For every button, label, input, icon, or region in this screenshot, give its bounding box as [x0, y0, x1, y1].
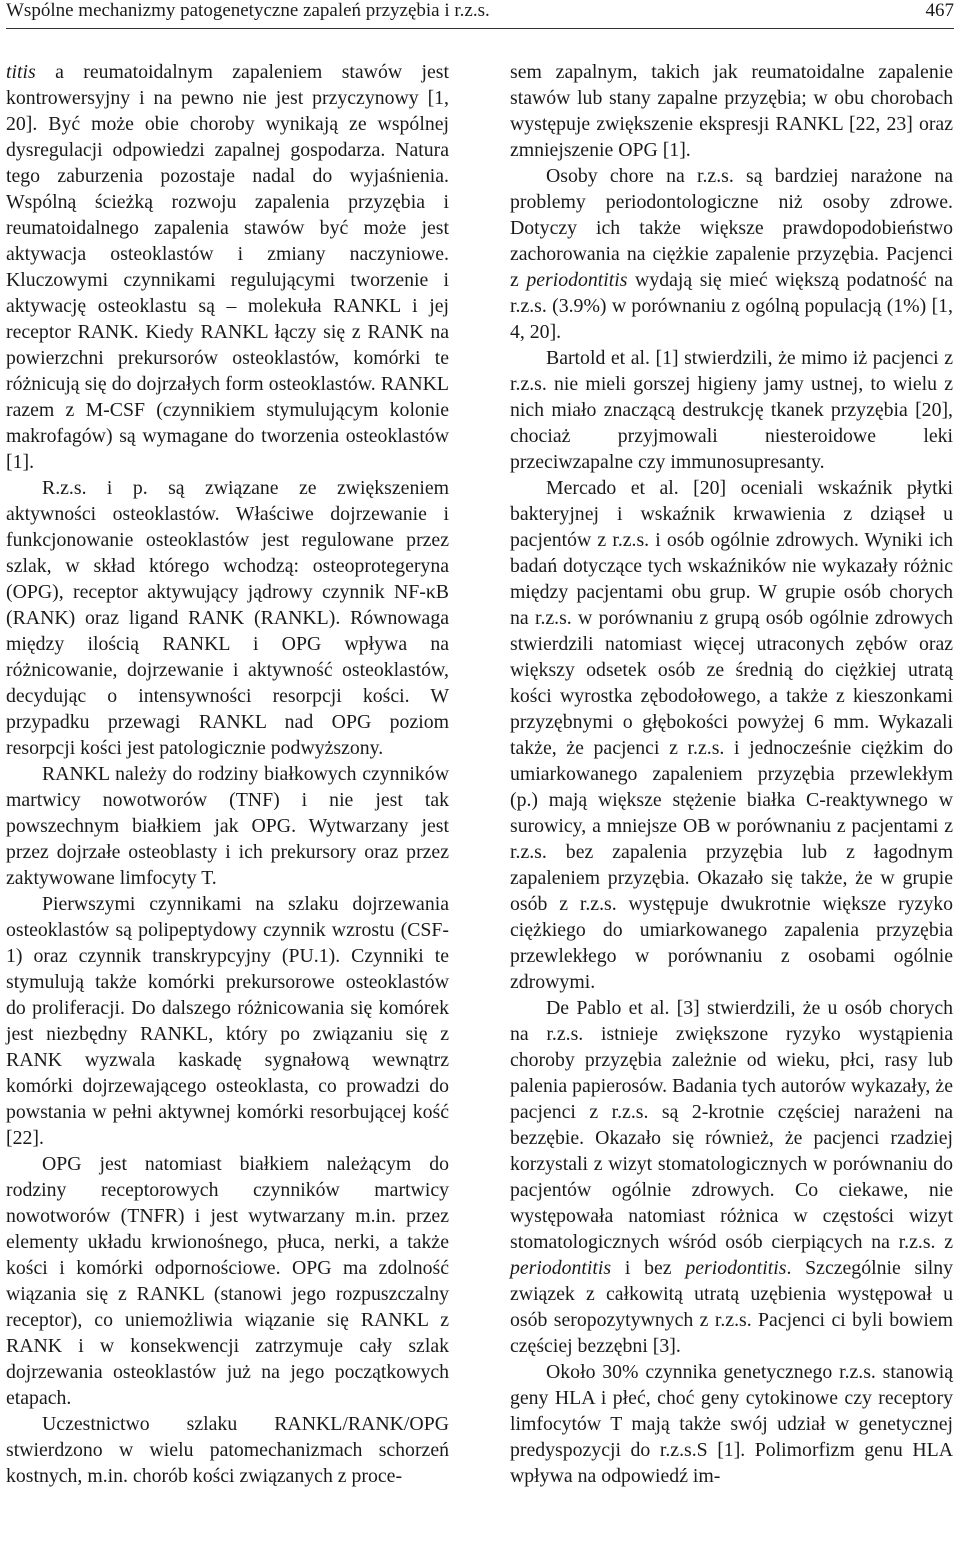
- paragraph: Osoby chore na r.z.s. są bardziej narażone na problemy periodontologiczne niż osoby zdrowe. Dotyczy ich także większe prawdopodobieństwo zachorowania na ciężkie zapalenie przyzębia. Pacjenci z periodontitis wydają się mieć większą podatność na r.z.s. (3.9%) w porównaniu z ogólną populacją (1%) [1, 4, 20].: [510, 165, 954, 343]
- paragraph: Mercado et al. [20] oceniali wskaźnik płytki bakteryjnej i wskaźnik krwawienia z dziąseł u pacjentów z r.z.s. i osób ogólnie zdrowych. Wyniki ich badań dotyczące tych wskaźników nie wykazały różnic między pacjentami obu grup. W grupie osób chorych na r.z.s. w porównaniu z grupą osób ogólnie zdrowych stwierdzili natomiast więcej utraconych zębów oraz większy odsetek osób ze średnią do ciężkiej utratą kości wyrostka zębodołowego, a także z kieszonkami przyzębnymi o głębokości powyżej 6 mm. Wykazali także, że pacjenci z r.z.s. i jednocześnie ciężkim do umiarkowanego zapaleniem przyzębia przewlekłym (p.) mają większe stężenie białka C-reaktywnego w surowicy, a mniejsze OB w porównaniu z pacjentami z r.z.s. bez zapalenia przyzębia lub z łagodnym zapaleniem przyzębia. Okazało się także, że w grupie osób z r.z.s. występuje dwukrotnie większe ryzyko ciężkiego do umiarkowanego zapalenia przyzębia przewlekłego w porównaniu z osobami ogólnie zdrowymi.: [510, 477, 953, 993]
- paragraph: Około 30% czynnika genetycznego r.z.s. stanowią geny HLA i płeć, choć geny cytokinowe czy receptory limfocytów T mają także swój udział w genetycznej predyspozycji do r.z.s.S [1]. Polimorfizm genu HLA wpływa na odpowiedź im-: [510, 1361, 953, 1487]
- paragraph: De Pablo et al. [3] stwierdzili, że u osób chorych na r.z.s. istnieje zwiększone ryzyko wystąpienia choroby przyzębia zależnie od wieku, płci, rasy lub palenia papierosów. Badania tych autorów wykazały, że pacjenci z r.z.s. są 2-krotnie częściej narażeni na bezzębie. Okazało się również, że pacjenci rzadziej korzystali z wizyt stomatologicznych w porównaniu do pacjentów ogólnie zdrowych. Co ciekawe, nie występowała natomiast różnica w częstości wizyt stomatologicznych wśród osób cierpiących na r.z.s. z periodontitis i bez periodontitis. Szczególnie silny związek z całkowitą utratą uzębienia występował u osób seropozytywnych z r.z.s. Pacjenci ci byli bowiem częściej bezzębni [3].: [510, 997, 953, 1357]
- paragraph: sem zapalnym, takich jak reumatoidalne zapalenie stawów lub stany zapalne przyzębia; w obu chorobach występuje zwiększenie ekspresji RANKL [22, 23] oraz zmniejszenie OPG [1].: [510, 61, 953, 161]
- paragraph: R.z.s. i p. są związane ze zwiększeniem aktywności osteoklastów. Właściwe dojrzewanie i funkcjonowanie osteoklastów jest regulowane przez szlak, w skład którego wchodzą: osteoprotegeryna (OPG), receptor aktywujący jądrowy czynnik NF-κB (RANK) oraz ligand RANK (RANKL). Równowaga między ilością RANKL i OPG wpływa na różnicowanie, dojrzewanie i aktywność osteoklastów, decydując o intensywności resorpcji kości. W przypadku przewagi RANKL nad OPG poziom resorpcji kości jest patologicznie podwyższony.: [6, 477, 449, 759]
- paragraph: Bartold et al. [1] stwierdzili, że mimo iż pacjenci z r.z.s. nie mieli gorszej higieny jamy ustnej, to wielu z nich miało znaczącą destrukcję tkanek przyzębia [20], chociaż przyjmowali niesteroidowe leki przeciwzapalne czy immunosupresanty.: [510, 347, 953, 473]
- left-column: [6, 59, 449, 1489]
- paragraph: Pierwszymi czynnikami na szlaku dojrzewania osteoklastów są polipeptydowy czynnik wzrostu (CSF-1) oraz czynnik transkrypcyjny (PU.1). Czynniki te stymulują także komórki prekursorowe osteoklastów do proliferacji. Do dalszego różnicowania się komórek jest niezbędny RANKL, który po związaniu się z RANK wyzwala kaskadę sygnałową wewnątrz komórki dojrzewającego osteoklasta, co prowadzi do powstania w pełni aktywnej komórki resorbującej kość [22].: [6, 893, 449, 1149]
- page-number: 467: [925, 0, 954, 21]
- paragraph: titis a reumatoidalnym zapaleniem stawów jest kontrowersyjny i na pewno nie jest przyczynowy [1, 20]. Być może obie choroby wynikają ze wspólnej dysregulacji odpowiedzi zapalnej gospodarza. Natura tego zaburzenia pozostaje nadal do wyjaśnienia. Wspólną ścieżką rozwoju zapalenia przyzębia i reumatoidalnego zapalenia stawów być może jest aktywacja osteoklastów i zmiany naczyniowe. Kluczowymi czynnikami regulującymi tworzenie i aktywację osteoklastu są – molekuła RANKL i jej receptor RANK. Kiedy RANKL łączy się z RANK na powierzchni prekursorów osteoklastów, komórki te różnicują się do dojrzałych form osteoklastów. RANKL razem z M-CSF (czynnikiem stymulującym kolonie makrofagów) są wymagane do tworzenia osteoklastów [1].: [6, 61, 449, 473]
- paragraph: RANKL należy do rodziny białkowych czynników martwicy nowotworów (TNF) i nie jest tak powszechnym białkiem jak OPG. Wytwarzany jest przez dojrzałe osteoblasty i ich prekursory oraz przez zaktywowane limfocyty T.: [6, 763, 449, 889]
- paragraph: Uczestnictwo szlaku RANKL/RANK/OPG stwierdzono w wielu patomechanizmach schorzeń kostnych, m.in. chorób kości związanych z proce-: [6, 1413, 449, 1487]
- paragraph: OPG jest natomiast białkiem należącym do rodziny receptorowych czynników martwicy nowotworów (TNFR) i jest wytwarzany m.in. przez elementy układu krwionośnego, płuca, nerki, a także kości i komórki odpornościowe. OPG ma zdolność wiązania się z RANKL (stanowi jego rozpuszczalny receptor), co uniemożliwia wiązanie się RANKL z RANK i w konsekwencji zatrzymuje cały szlak dojrzewania osteoklastów już na jego początkowych etapach.: [6, 1153, 449, 1409]
- right-column: [510, 59, 953, 1489]
- running-header: [6, 0, 954, 29]
- running-title: Wspólne mechanizmy patogenetyczne zapaleń przyzębia i r.z.s.: [6, 0, 490, 21]
